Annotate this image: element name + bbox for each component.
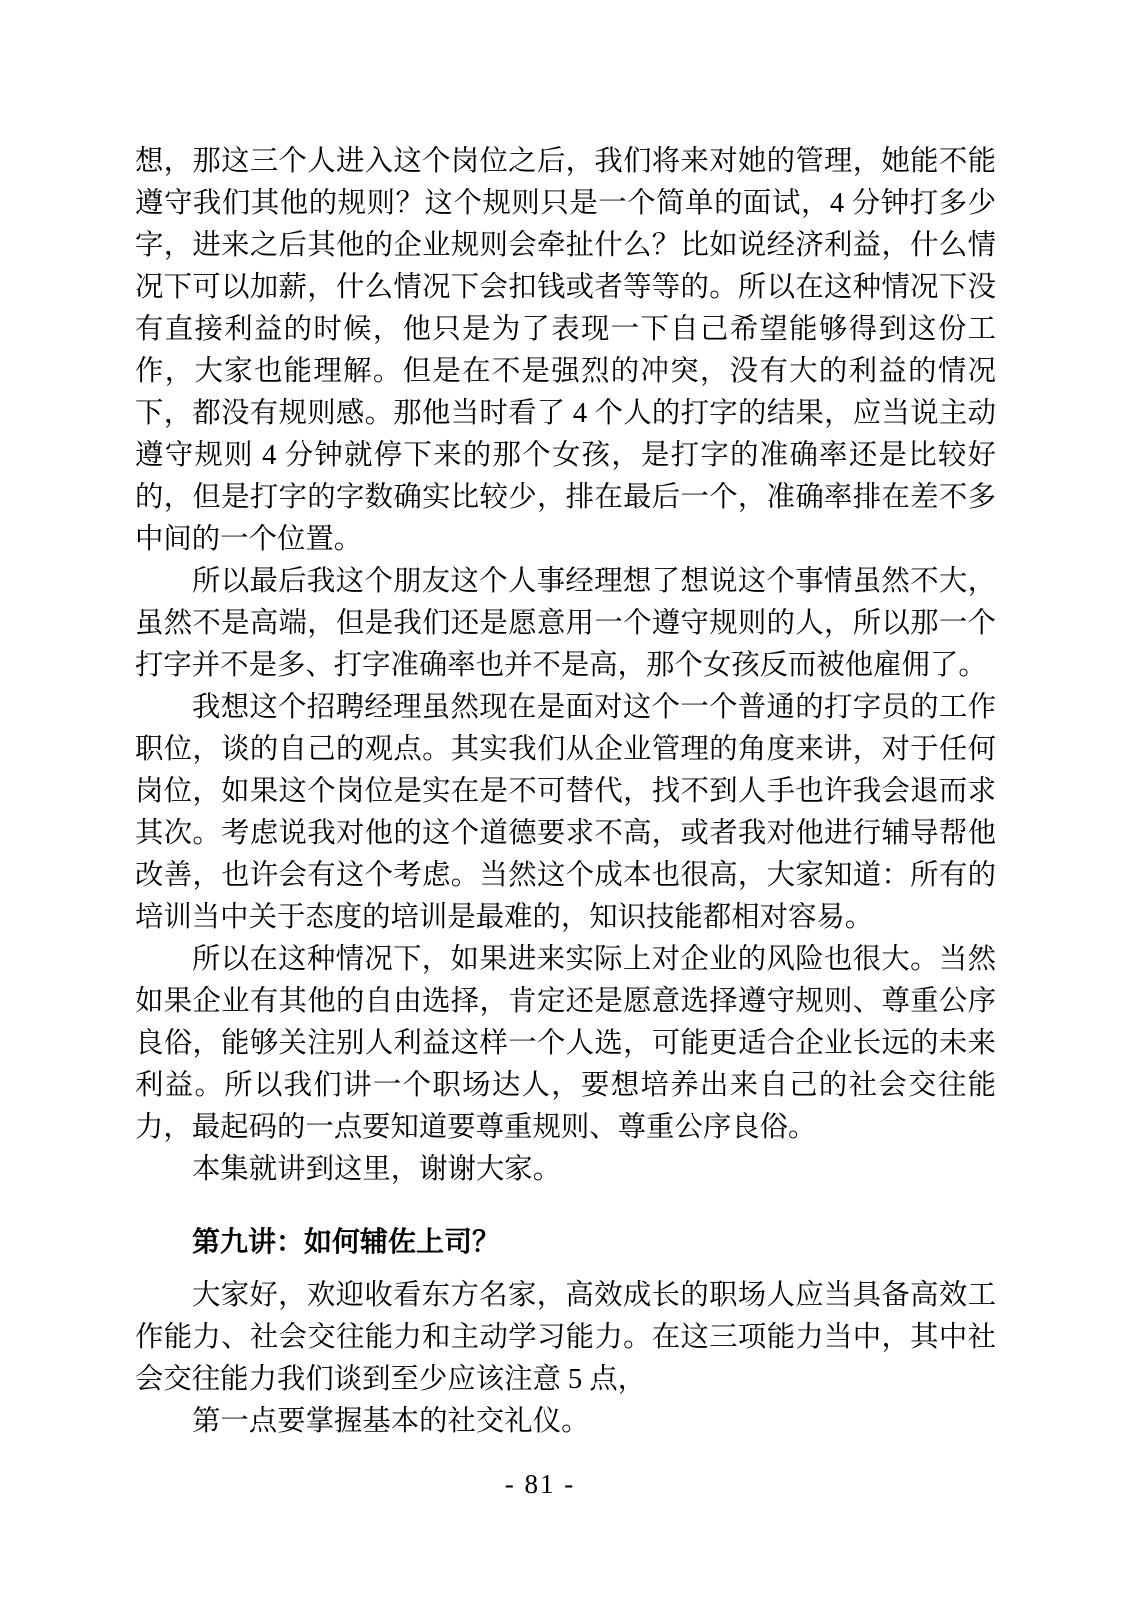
section-heading: 第九讲：如何辅佐上司？ xyxy=(192,1226,501,1257)
paragraph: 所以在这种情况下，如果进来实际上对企业的风险也很大。当然如果企业有其他的自由选择，肯定还是愿意选择遵守规则、尊重公序良俗，能够关注别人利益这样一个人选，可能更适合企业长远的未来利益。所以我们讲一个职场达人，要想培养出来自己的社会交往能力，最起码的一点要知道要尊重规则、尊重公序良俗。 xyxy=(135,944,996,1143)
paragraph: 大家好，欢迎收看东方名家，高效成长的职场人应当具备高效工作能力、社会交往能力和主动学习能力。在这三项能力当中，其中社会交往能力我们谈到至少应该注意 5 点， xyxy=(135,1280,996,1395)
paragraph: 第一点要掌握基本的社交礼仪。 xyxy=(192,1406,590,1437)
page-number: - 81 - xyxy=(504,1469,576,1499)
paragraph: 本集就讲到这里，谢谢大家。 xyxy=(192,1154,562,1185)
paragraph-continuation: 想，那这三个人进入这个岗位之后，我们将来对她的管理，她能不能遵守我们其他的规则？这个规则只是一个简单的面试，4 分钟打多少字，进来之后其他的企业规则会牵扯什么？比如说经济利益，什么情况下可以加薪，什么情况下会扣钱或者等等的。所以在这种情况下没有直接利益的时候，他只是为了表现一下自己希望能够得到这份工作，大家也能理解。但是在不是强烈的冲突，没有大的利益的情况下，都没有规则感。那他当时看了 4 个人的打字的结果，应当说主动遵守规则 4 分钟就停下来的那个女孩，是打字的准确率还是比较好的，但是打字的字数确实比较少，排在最后一个，准确率排在差不多中间的一个位置。 xyxy=(135,146,996,555)
paragraph: 所以最后我这个朋友这个人事经理想了想说这个事情虽然不大，虽然不是高端，但是我们还是愿意用一个遵守规则的人，所以那一个打字并不是多、打字准确率也并不是高，那个女孩反而被他雇佣了。 xyxy=(135,566,996,681)
paragraph: 我想这个招聘经理虽然现在是面对这个一个普通的打字员的工作职位，谈的自己的观点。其实我们从企业管理的角度来讲，对于任何岗位，如果这个岗位是实在是不可替代，找不到人手也许我会退而求其次。考虑说我对他的这个道德要求不高，或者我对他进行辅导帮他改善，也许会有这个考虑。当然这个成本也很高，大家知道：所有的培训当中关于态度的培训是最难的，知识技能都相对容易。 xyxy=(135,692,996,933)
page-footer xyxy=(0,1467,1080,1501)
document-content xyxy=(135,141,996,1443)
